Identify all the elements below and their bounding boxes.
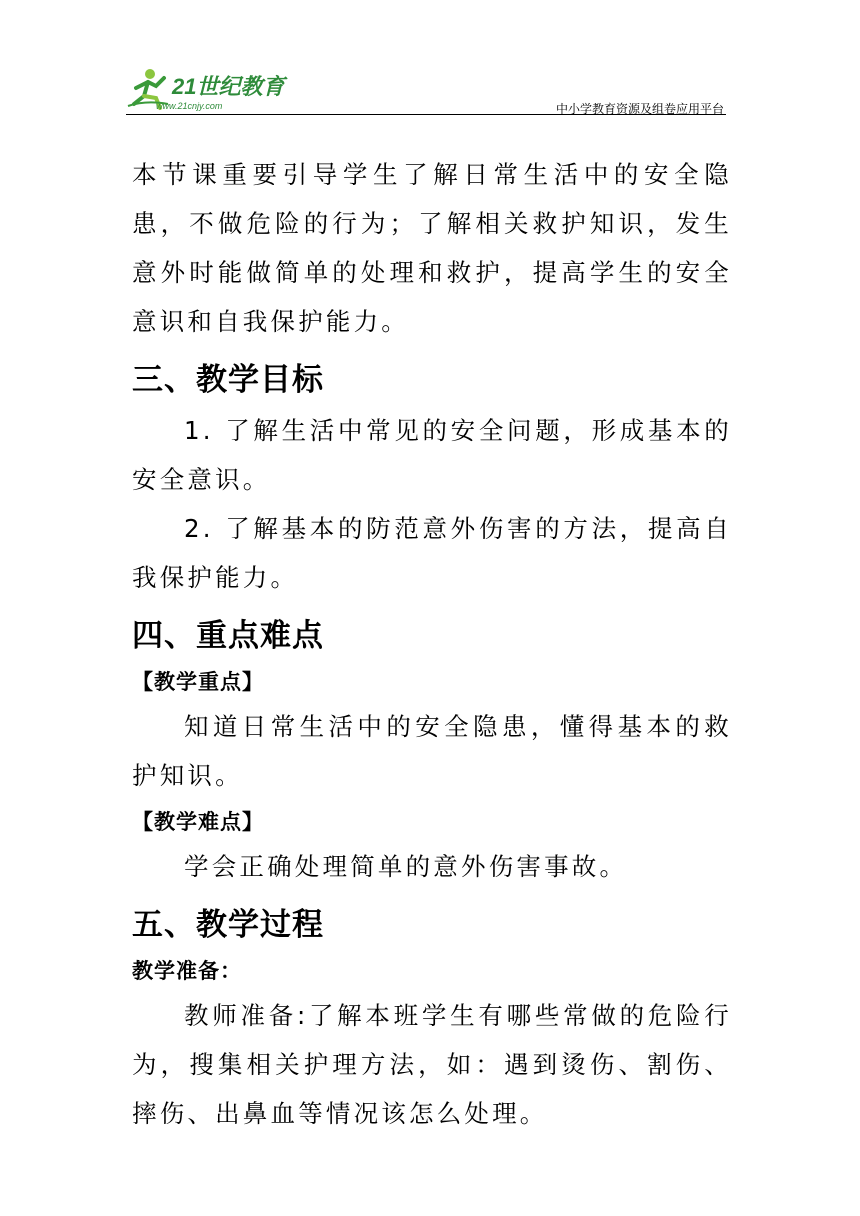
intro-paragraph: 本节课重要引导学生了解日常生活中的安全隐患，不做危险的行为；了解相关救护知识，发生意外时能做简单的处理和救护，提高学生的安全意识和自我保护能力。 — [132, 160, 732, 336]
page-header — [126, 62, 726, 116]
objective-2: 2. 了解基本的防范意外伤害的方法，提高自我保护能力。 — [132, 514, 732, 592]
prep-label: 教学准备： — [132, 959, 242, 983]
focus-text: 知道日常生活中的安全隐患，懂得基本的救护知识。 — [132, 712, 732, 790]
section-3-title: 三、教学目标 — [132, 362, 324, 398]
section-4-title: 四、重点难点 — [132, 618, 324, 654]
header-divider — [126, 114, 726, 115]
difficulty-text: 学会正确处理简单的意外伤害事故。 — [184, 852, 628, 881]
focus-label: 【教学重点】 — [132, 670, 264, 694]
logo — [126, 62, 296, 112]
prep-text: 教师准备:了解本班学生有哪些常做的危险行为，搜集相关护理方法，如：遇到烫伤、割伤、摔伤、出鼻血等情况该怎么处理。 — [132, 1001, 732, 1128]
difficulty-label: 【教学难点】 — [132, 810, 264, 834]
logo-url: www.21cnjy.com — [156, 101, 223, 111]
objective-1: 1. 了解生活中常见的安全问题，形成基本的安全意识。 — [132, 416, 732, 494]
logo-text: 21世纪教育 — [172, 74, 285, 99]
platform-name: 中小学教育资源及组卷应用平台 — [555, 102, 724, 116]
document-body — [132, 150, 732, 1138]
logo-runner-icon — [126, 62, 296, 112]
section-5-title: 五、教学过程 — [132, 907, 324, 943]
